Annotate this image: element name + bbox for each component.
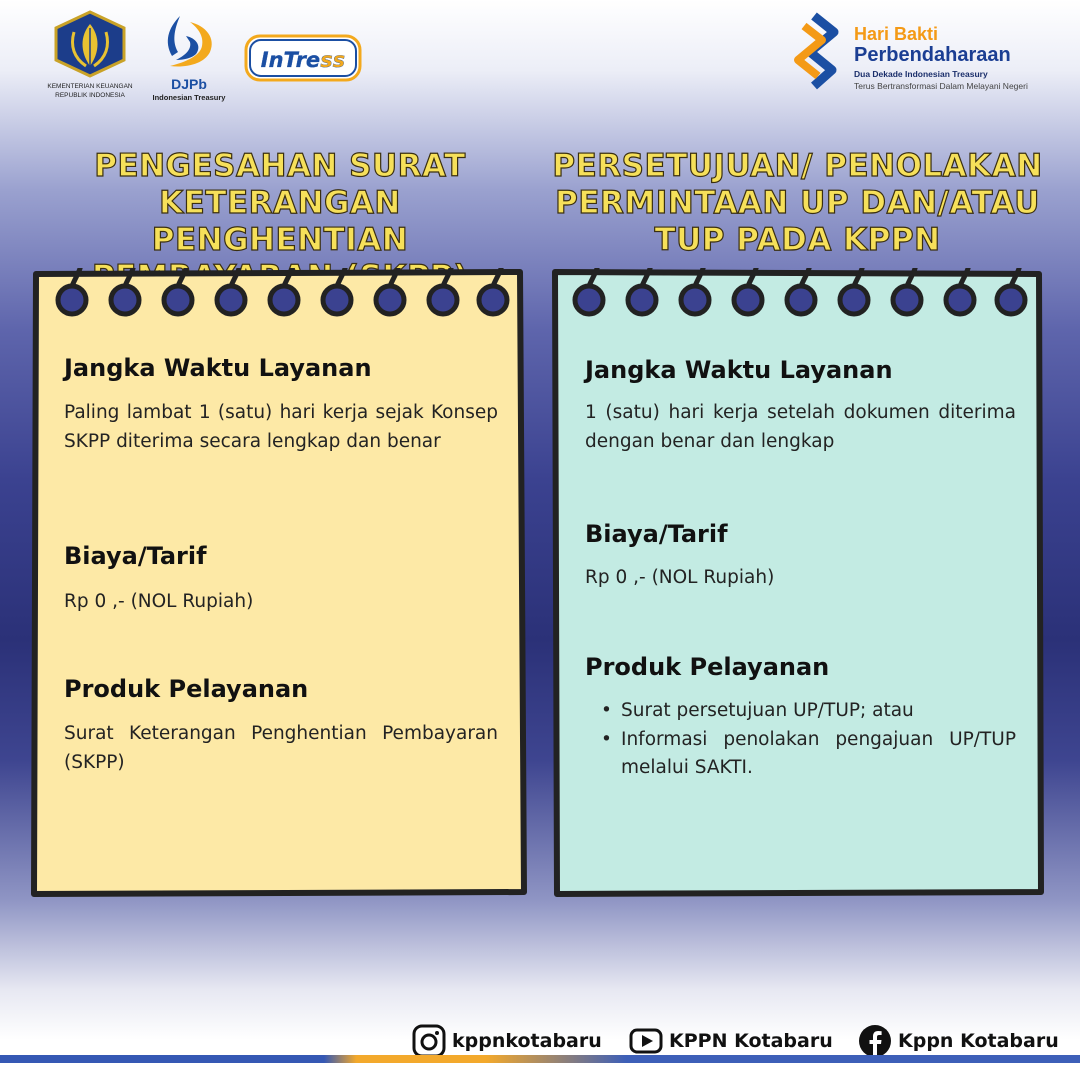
djpb-logo-icon bbox=[146, 12, 232, 76]
header bbox=[0, 0, 1080, 110]
djpb-name: DJPb bbox=[171, 76, 207, 92]
svg-text:InTress: InTress bbox=[260, 48, 346, 72]
hari-bakti-logo bbox=[784, 12, 1054, 102]
hbp-line3: Dua Dekade Indonesian Treasury bbox=[854, 69, 988, 79]
facebook-link[interactable] bbox=[858, 1023, 1059, 1059]
bottom-accent-bar bbox=[0, 1055, 1080, 1063]
facebook-icon bbox=[858, 1024, 892, 1058]
djpb-logo bbox=[146, 12, 232, 102]
kemenkeu-caption-1: KEMENTERIAN KEUANGAN bbox=[47, 83, 133, 90]
left-s3-heading: Produk Pelayanan bbox=[64, 675, 309, 703]
right-s3-list bbox=[585, 697, 1016, 783]
left-s1-text: Paling lambat 1 (satu) hari kerja sejak Konsep SKPP diterima secara lengkap dan benar bbox=[64, 402, 498, 452]
kemenkeu-caption-2: REPUBLIK INDONESIA bbox=[55, 92, 125, 99]
right-s1-heading: Jangka Waktu Layanan bbox=[585, 356, 893, 384]
right-title-line2: PERMINTAAN UP DAN/ATAU bbox=[555, 185, 1040, 221]
facebook-page: Kppn Kotabaru bbox=[898, 1030, 1059, 1052]
left-notepad-card bbox=[28, 268, 528, 898]
left-title-line2: KETERANGAN PENGHENTIAN bbox=[151, 185, 409, 258]
right-s3-heading: Produk Pelayanan bbox=[585, 653, 830, 681]
hari-bakti-logo-icon bbox=[784, 12, 846, 102]
intress-logo-icon bbox=[244, 32, 362, 84]
right-s1-text: 1 (satu) hari kerja setelah dokumen diterima dengan benar dan lengkap bbox=[585, 402, 1016, 452]
right-title-line3: TUP PADA KPPN bbox=[654, 222, 941, 258]
right-notepad-card bbox=[549, 268, 1046, 898]
footer bbox=[0, 1005, 1080, 1080]
right-title bbox=[545, 148, 1050, 259]
instagram-icon bbox=[412, 1024, 446, 1058]
youtube-channel: KPPN Kotabaru bbox=[669, 1030, 833, 1052]
left-title-line1: PENGESAHAN SURAT bbox=[94, 148, 466, 184]
youtube-icon bbox=[629, 1024, 663, 1058]
left-s2-text: Rp 0 ,- (NOL Rupiah) bbox=[64, 591, 254, 612]
right-title-line1: PERSETUJUAN/ PENOLAKAN bbox=[552, 148, 1043, 184]
kemenkeu-logo bbox=[40, 10, 140, 102]
djpb-sub: Indonesian Treasury bbox=[152, 93, 226, 102]
left-s1-heading: Jangka Waktu Layanan bbox=[64, 354, 372, 382]
instagram-handle: kppnkotabaru bbox=[452, 1030, 602, 1052]
right-s2-text: Rp 0 ,- (NOL Rupiah) bbox=[585, 567, 775, 588]
hbp-line4: Terus Bertransformasi Dalam Melayani Negeri bbox=[854, 81, 1028, 91]
intress-logo bbox=[244, 32, 362, 84]
list-item: • Surat persetujuan UP/TUP; atau bbox=[621, 697, 1016, 726]
left-s2-heading: Biaya/Tarif bbox=[64, 542, 207, 570]
hbp-line1: Hari Bakti bbox=[854, 24, 939, 44]
list-item: • Informasi penolakan pengajuan UP/TUP melalui SAKTI. bbox=[621, 726, 1016, 783]
kemenkeu-emblem-icon bbox=[40, 10, 140, 80]
hbp-line2: Perbendaharaan bbox=[854, 44, 1011, 66]
left-s3-text: Surat Keterangan Penghentian Pembayaran (SKPP) bbox=[64, 723, 498, 773]
right-s2-heading: Biaya/Tarif bbox=[585, 520, 728, 548]
youtube-link[interactable] bbox=[629, 1023, 833, 1059]
instagram-link[interactable] bbox=[412, 1023, 602, 1059]
